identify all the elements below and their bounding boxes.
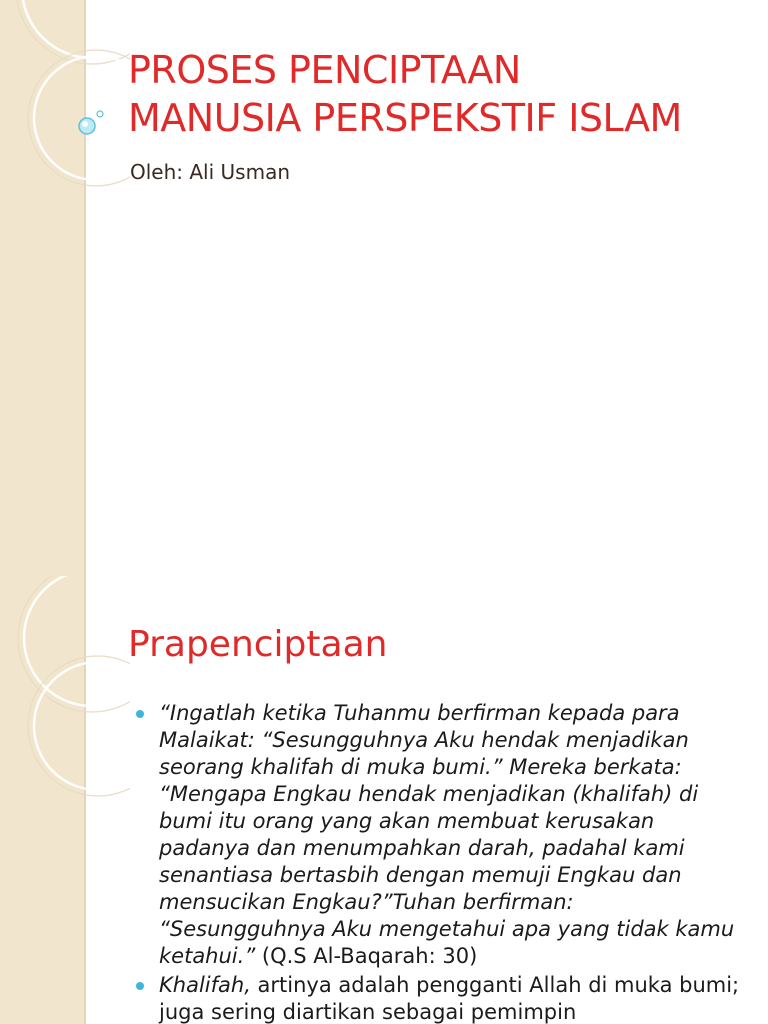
term-khalifah: Khalifah, (159, 973, 251, 997)
slide-prapenciptaan (0, 576, 768, 1024)
author-subtitle: Oleh: Ali Usman (130, 160, 290, 184)
bullet-item (134, 700, 746, 970)
quote-citation: (Q.S Al-Baqarah: 30) (255, 944, 478, 968)
bullet-item (134, 972, 746, 1024)
slide-title-heading (128, 46, 748, 142)
bullet-dot-icon (136, 710, 144, 718)
bullet-list (134, 700, 746, 1024)
decorative-circles (0, 576, 130, 1024)
quran-quote: “Ingatlah ketika Tuhanmu berfirman kepada para Malaikat: “Sesungguhnya Aku hendak menjadikan seorang khalifah di muka bumi.” Mereka berkata: “Mengapa Engkau hendak menjadikan (khalifah) di bumi itu orang yang akan membuat kerusakan padanya dan menumpahkan darah, padahal kami senantiasa bertasbih dengan memuji Engkau dan mensucikan Engkau?”Tuhan berfirman: “Sesungguhnya Aku mengetahui apa yang tidak kamu ketahui.” (159, 701, 735, 968)
section-heading: Prapenciptaan (128, 624, 388, 665)
title-line-1: PROSES PENCIPTAAN (128, 48, 521, 92)
title-line-2: MANUSIA PERSPEKSTIF ISLAM (128, 96, 682, 140)
bullet-dot-icon (136, 982, 144, 990)
term-definition: artinya adalah pengganti Allah di muka bumi; juga sering diartikan sebagai pemimpin (159, 973, 740, 1024)
decorative-circles (0, 0, 130, 576)
